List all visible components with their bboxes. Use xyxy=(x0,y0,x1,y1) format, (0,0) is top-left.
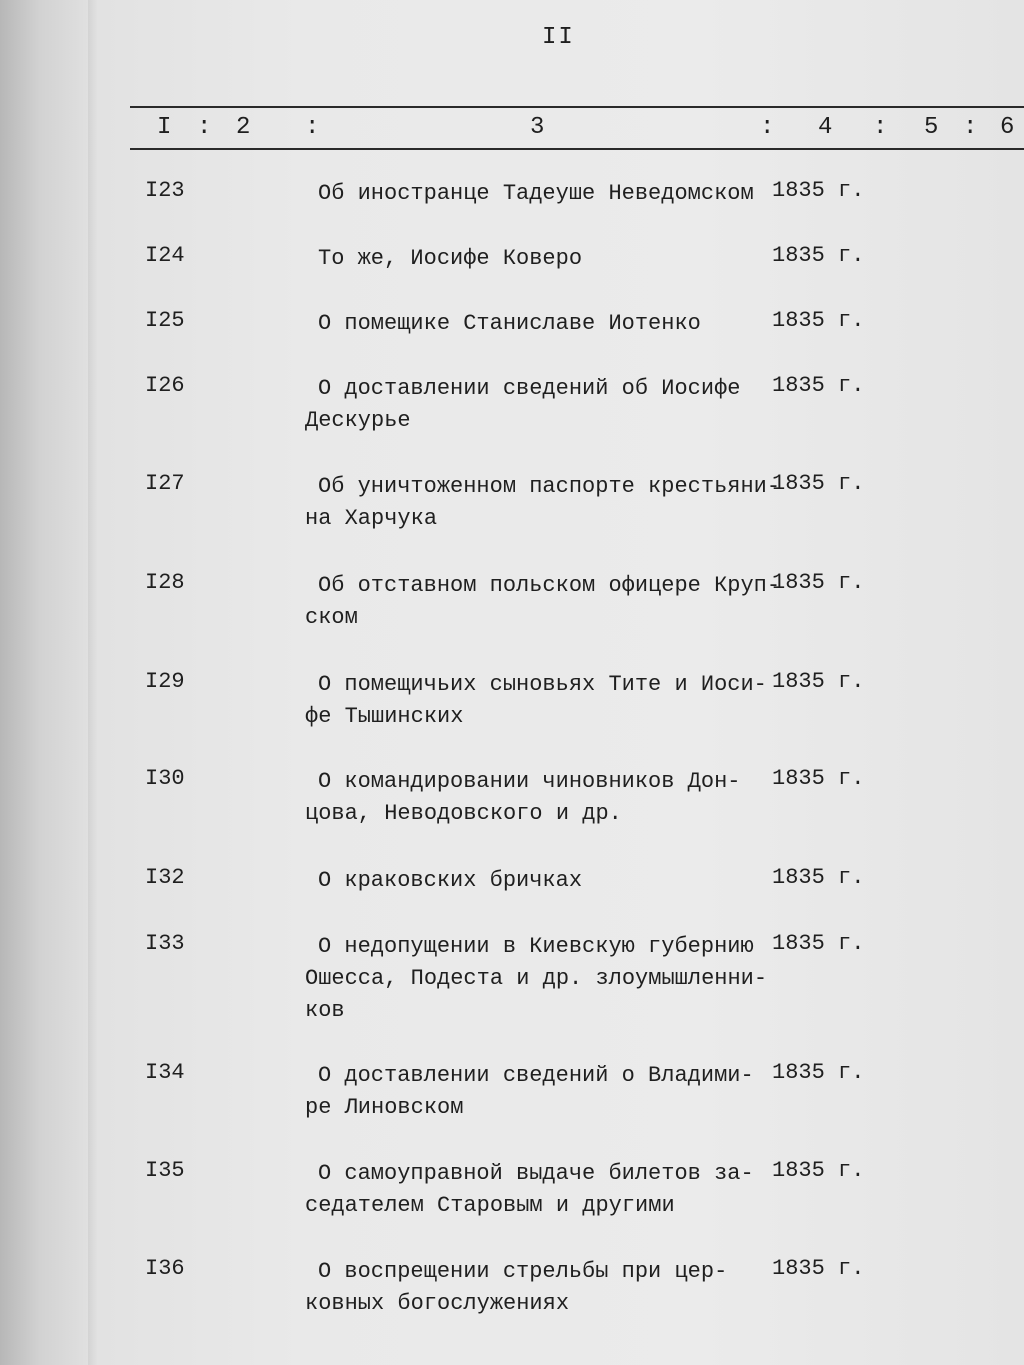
entry-title xyxy=(305,471,781,535)
entry-year: 1835 г. xyxy=(772,373,865,398)
entry-year: 1835 г. xyxy=(772,1158,865,1183)
column-header-6: 6 xyxy=(1000,114,1015,141)
entry-number: I29 xyxy=(145,669,185,694)
entry-title-line: ре Линовском xyxy=(305,1095,464,1120)
entry-year: 1835 г. xyxy=(772,1060,865,1085)
column-header-1: I xyxy=(157,114,172,141)
entry-title-line: О помещичьих сыновьях Тите и Иоси- xyxy=(318,672,767,697)
entry-title xyxy=(305,1158,767,1222)
entry-title xyxy=(305,766,767,830)
column-header-3: 3 xyxy=(530,114,545,141)
column-separator: : xyxy=(873,114,888,141)
entry-number: I30 xyxy=(145,766,185,791)
entry-title-line: цова, Неводовского и др. xyxy=(305,801,622,826)
entry-number: I28 xyxy=(145,570,185,595)
entry-year: 1835 г. xyxy=(772,178,865,203)
column-separator: : xyxy=(963,114,978,141)
entry-title-line: ков xyxy=(305,998,345,1023)
entry-title-line: ском xyxy=(305,605,358,630)
entry-year: 1835 г. xyxy=(772,570,865,595)
entry-title xyxy=(305,865,767,897)
column-header-5: 5 xyxy=(924,114,939,141)
entry-year: 1835 г. xyxy=(772,931,865,956)
entry-title-line: Об уничтоженном паспорте крестьяни- xyxy=(318,474,781,499)
page-binding-shadow xyxy=(88,0,98,1365)
column-separator: : xyxy=(760,114,775,141)
entry-number: I24 xyxy=(145,243,185,268)
page-number: II xyxy=(542,24,575,51)
entry-title-line: Дескурье xyxy=(305,408,411,433)
entry-title-line: О воспрещении стрельбы при цер- xyxy=(318,1259,728,1284)
entry-title xyxy=(305,1060,767,1124)
entry-title xyxy=(305,931,767,1027)
header-rule-bottom xyxy=(130,148,1024,150)
entry-year: 1835 г. xyxy=(772,1256,865,1281)
entry-number: I33 xyxy=(145,931,185,956)
entry-title-line: фе Тышинских xyxy=(305,704,464,729)
entry-title-line: Об отставном польском офицере Круп- xyxy=(318,573,781,598)
entry-title-line: О помещике Станиславе Иотенко xyxy=(318,311,701,336)
entry-year: 1835 г. xyxy=(772,243,865,268)
entry-number: I36 xyxy=(145,1256,185,1281)
entry-title-line: О самоуправной выдаче билетов за- xyxy=(318,1161,754,1186)
entry-number: I25 xyxy=(145,308,185,333)
entry-number: I32 xyxy=(145,865,185,890)
entry-title xyxy=(305,570,781,634)
entry-title-line: Ошесса, Подеста и др. злоумышленни- xyxy=(305,966,768,991)
entry-year: 1835 г. xyxy=(772,766,865,791)
entry-title-line: на Харчука xyxy=(305,506,438,531)
entry-number: I23 xyxy=(145,178,185,203)
header-rule-top xyxy=(130,106,1024,108)
entry-title-line: ковных богослужениях xyxy=(305,1291,570,1316)
entry-title-line: О командировании чиновников Дон- xyxy=(318,769,741,794)
entry-number: I27 xyxy=(145,471,185,496)
entry-title-line: седателем Старовым и другими xyxy=(305,1193,675,1218)
entry-number: I35 xyxy=(145,1158,185,1183)
entry-title xyxy=(305,1256,767,1320)
entry-title xyxy=(305,243,767,275)
entry-year: 1835 г. xyxy=(772,308,865,333)
entry-title-line: О краковских бричках xyxy=(318,868,583,893)
entry-number: I34 xyxy=(145,1060,185,1085)
entry-title-line: То же, Иосифе Коверо xyxy=(318,246,583,271)
entry-title xyxy=(305,669,767,733)
entry-title xyxy=(305,178,767,210)
entry-title-line: О недопущении в Киевскую губернию xyxy=(318,934,754,959)
entry-title-line: Об иностранце Тадеуше Неведомском xyxy=(318,181,754,206)
entry-title-line: О доставлении сведений об Иосифе xyxy=(318,376,741,401)
entry-year: 1835 г. xyxy=(772,669,865,694)
column-separator: : xyxy=(197,114,212,141)
entry-number: I26 xyxy=(145,373,185,398)
entry-title xyxy=(305,308,767,340)
entry-year: 1835 г. xyxy=(772,471,865,496)
column-header-4: 4 xyxy=(818,114,833,141)
entry-year: 1835 г. xyxy=(772,865,865,890)
entry-title xyxy=(305,373,767,437)
column-header-2: 2 xyxy=(236,114,251,141)
column-separator: : xyxy=(305,114,320,141)
entry-title-line: О доставлении сведений о Владими- xyxy=(318,1063,754,1088)
